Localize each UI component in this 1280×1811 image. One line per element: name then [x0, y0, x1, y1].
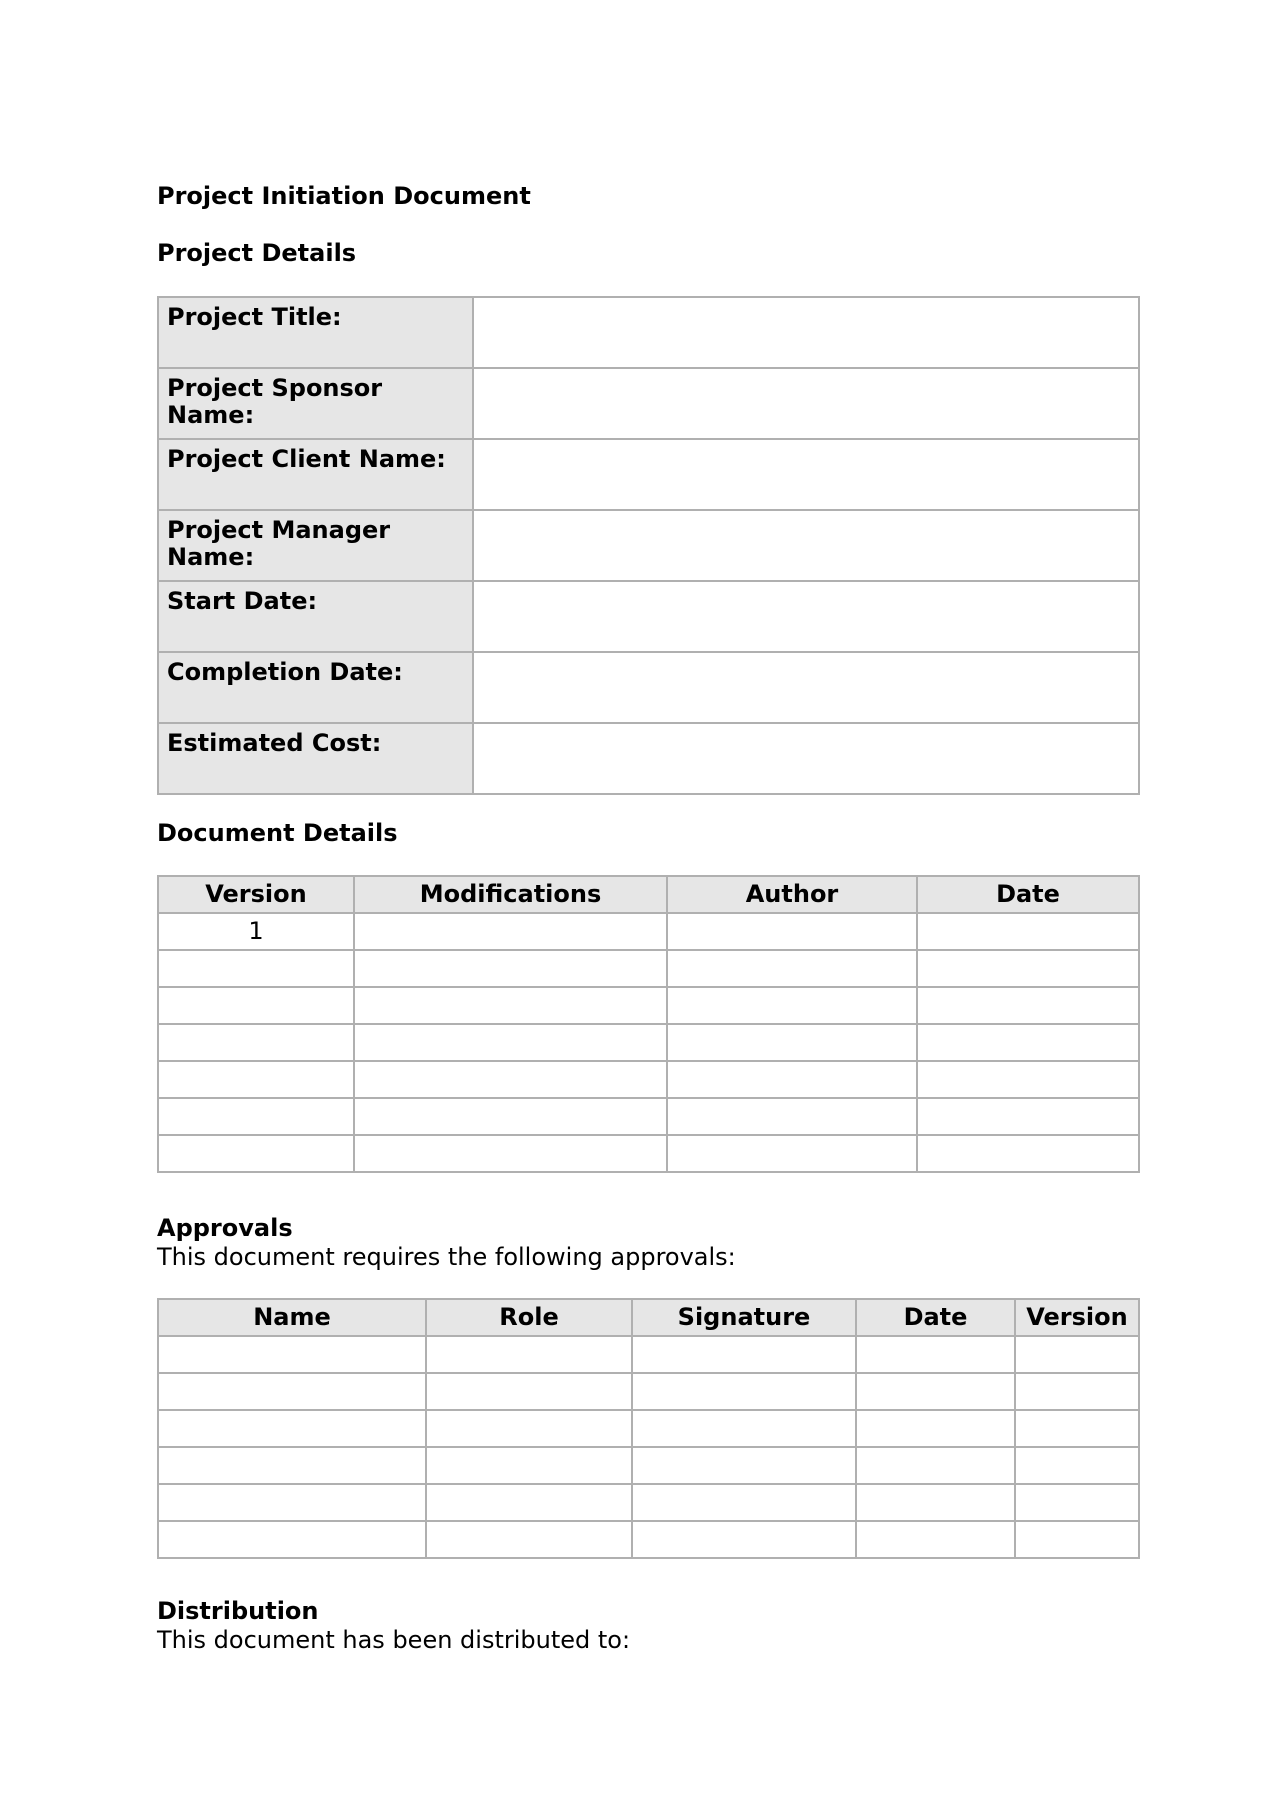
project-details-table — [157, 296, 1140, 795]
start-date-label: Start Date: — [158, 581, 473, 652]
table-cell-name[interactable] — [158, 1410, 426, 1447]
table-cell-modifications[interactable] — [354, 1024, 667, 1061]
table-cell-modifications[interactable] — [354, 913, 667, 950]
table-header-row — [158, 876, 1139, 913]
table-cell-author[interactable] — [667, 913, 917, 950]
table-row — [158, 1098, 1139, 1135]
table-cell-version[interactable] — [158, 1024, 354, 1061]
table-row — [158, 297, 1139, 368]
table-row — [158, 913, 1139, 950]
document-title: Project Initiation Document — [157, 182, 531, 210]
table-cell-version[interactable] — [1015, 1373, 1139, 1410]
column-header-name: Name — [158, 1299, 426, 1336]
table-cell-version[interactable] — [1015, 1447, 1139, 1484]
column-header-signature: Signature — [632, 1299, 856, 1336]
project-manager-name-field[interactable] — [473, 510, 1139, 581]
table-row — [158, 987, 1139, 1024]
column-header-role: Role — [426, 1299, 632, 1336]
table-cell-version[interactable]: 1 — [158, 913, 354, 950]
table-cell-modifications[interactable] — [354, 987, 667, 1024]
table-cell-name[interactable] — [158, 1336, 426, 1373]
table-cell-date[interactable] — [856, 1484, 1015, 1521]
table-cell-date[interactable] — [917, 1024, 1139, 1061]
table-cell-modifications[interactable] — [354, 1098, 667, 1135]
project-title-label: Project Title: — [158, 297, 473, 368]
table-cell-role[interactable] — [426, 1521, 632, 1558]
table-cell-version[interactable] — [158, 1098, 354, 1135]
table-cell-date[interactable] — [917, 1061, 1139, 1098]
table-header-row — [158, 1299, 1139, 1336]
table-row — [158, 1484, 1139, 1521]
table-cell-date[interactable] — [917, 1098, 1139, 1135]
table-cell-version[interactable] — [158, 1135, 354, 1172]
table-cell-signature[interactable] — [632, 1373, 856, 1410]
column-header-version: Version — [158, 876, 354, 913]
table-row — [158, 1447, 1139, 1484]
table-cell-author[interactable] — [667, 1061, 917, 1098]
approvals-table — [157, 1298, 1140, 1559]
table-cell-date[interactable] — [917, 913, 1139, 950]
table-row — [158, 1410, 1139, 1447]
table-cell-date[interactable] — [856, 1410, 1015, 1447]
table-cell-author[interactable] — [667, 1135, 917, 1172]
table-cell-date[interactable] — [856, 1373, 1015, 1410]
estimated-cost-field[interactable] — [473, 723, 1139, 794]
table-cell-role[interactable] — [426, 1373, 632, 1410]
project-title-field[interactable] — [473, 297, 1139, 368]
completion-date-label: Completion Date: — [158, 652, 473, 723]
table-row — [158, 723, 1139, 794]
table-row — [158, 1521, 1139, 1558]
table-cell-role[interactable] — [426, 1336, 632, 1373]
table-cell-date[interactable] — [856, 1447, 1015, 1484]
table-row — [158, 1336, 1139, 1373]
table-cell-signature[interactable] — [632, 1447, 856, 1484]
table-cell-version[interactable] — [158, 1061, 354, 1098]
table-cell-name[interactable] — [158, 1373, 426, 1410]
column-header-author: Author — [667, 876, 917, 913]
project-sponsor-name-label: Project Sponsor Name: — [158, 368, 473, 439]
table-cell-author[interactable] — [667, 1098, 917, 1135]
table-cell-date[interactable] — [917, 950, 1139, 987]
table-cell-modifications[interactable] — [354, 1135, 667, 1172]
distribution-intro: This document has been distributed to: — [157, 1626, 631, 1654]
completion-date-field[interactable] — [473, 652, 1139, 723]
project-client-name-field[interactable] — [473, 439, 1139, 510]
project-manager-name-label: Project Manager Name: — [158, 510, 473, 581]
estimated-cost-label: Estimated Cost: — [158, 723, 473, 794]
project-sponsor-name-field[interactable] — [473, 368, 1139, 439]
table-row — [158, 581, 1139, 652]
table-cell-date[interactable] — [917, 1135, 1139, 1172]
table-cell-date[interactable] — [856, 1336, 1015, 1373]
table-cell-name[interactable] — [158, 1447, 426, 1484]
column-header-modifications: Modifications — [354, 876, 667, 913]
project-client-name-label: Project Client Name: — [158, 439, 473, 510]
column-header-version: Version — [1015, 1299, 1139, 1336]
distribution-heading: Distribution — [157, 1597, 319, 1625]
table-row — [158, 950, 1139, 987]
table-cell-modifications[interactable] — [354, 950, 667, 987]
table-cell-signature[interactable] — [632, 1484, 856, 1521]
table-row — [158, 1024, 1139, 1061]
table-row — [158, 1135, 1139, 1172]
table-row — [158, 652, 1139, 723]
column-header-date: Date — [856, 1299, 1015, 1336]
table-cell-version[interactable] — [1015, 1484, 1139, 1521]
start-date-field[interactable] — [473, 581, 1139, 652]
table-cell-version[interactable] — [1015, 1336, 1139, 1373]
table-cell-author[interactable] — [667, 987, 917, 1024]
table-cell-signature[interactable] — [632, 1410, 856, 1447]
table-cell-version[interactable] — [1015, 1521, 1139, 1558]
table-cell-role[interactable] — [426, 1447, 632, 1484]
table-cell-date[interactable] — [856, 1521, 1015, 1558]
table-cell-name[interactable] — [158, 1521, 426, 1558]
table-cell-name[interactable] — [158, 1484, 426, 1521]
table-cell-role[interactable] — [426, 1410, 632, 1447]
table-cell-version[interactable] — [158, 950, 354, 987]
table-cell-version[interactable] — [158, 987, 354, 1024]
table-cell-date[interactable] — [917, 987, 1139, 1024]
table-cell-author[interactable] — [667, 1024, 917, 1061]
table-cell-version[interactable] — [1015, 1410, 1139, 1447]
table-cell-signature[interactable] — [632, 1521, 856, 1558]
table-row — [158, 510, 1139, 581]
table-cell-modifications[interactable] — [354, 1061, 667, 1098]
project-details-heading: Project Details — [157, 239, 357, 267]
table-row — [158, 1061, 1139, 1098]
document-details-heading: Document Details — [157, 819, 398, 847]
table-cell-signature[interactable] — [632, 1336, 856, 1373]
table-cell-author[interactable] — [667, 950, 917, 987]
approvals-heading: Approvals — [157, 1214, 293, 1242]
document-details-table — [157, 875, 1140, 1173]
table-row — [158, 1373, 1139, 1410]
table-row — [158, 368, 1139, 439]
table-cell-role[interactable] — [426, 1484, 632, 1521]
column-header-date: Date — [917, 876, 1139, 913]
approvals-intro: This document requires the following approvals: — [157, 1243, 736, 1271]
table-row — [158, 439, 1139, 510]
